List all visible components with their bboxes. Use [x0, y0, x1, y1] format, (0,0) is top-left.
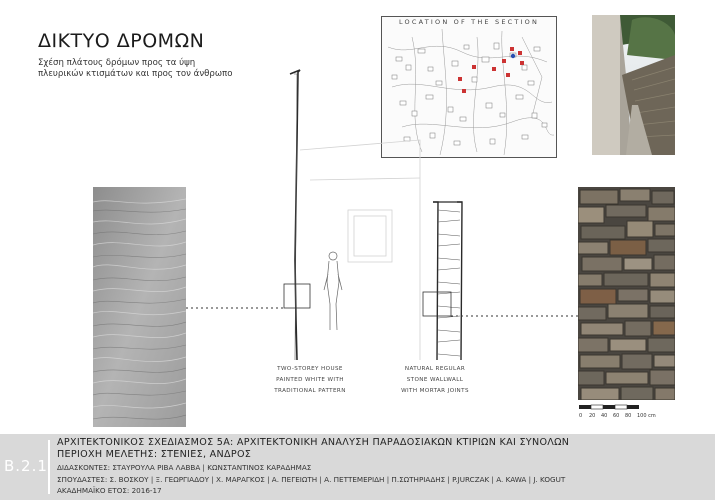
scale-tick: 80 [625, 413, 632, 419]
caption-line: NATURAL REGULAR [404, 366, 466, 372]
academic-year: ΑΚΑΔΗΜΑΪΚΟ ΕΤΟΣ: 2016-17 [57, 486, 162, 495]
scale-tick: 100 cm [637, 413, 656, 419]
students: ΣΠΟΥΔΑΣΤΕΣ: Σ. ΒΟΣΚΟΥ | Ξ. ΓΕΩΡΓΙΑΔΟΥ | Χ. ΜΑΡΑΓΚΟΣ | Α. ΠΕΓΕΙΩΤΗ | Α. ΠΕΤΤΕΜΕΡΙΔΗ | Π.ΣΩΤΗΡΙΑΔΗΣ | P.JURCZAK | A. KAWA | J. KOGUT [57, 475, 566, 484]
study-area: ΠΕΡΙΟΧΗ ΜΕΛΕΤΗΣ: ΣΤΕΝΙΕΣ, ΑΝΔΡΟΣ [57, 449, 252, 460]
subtitle-line: πλευρικών κτισμάτων και προς τον άνθρωπο [38, 69, 233, 79]
teachers: ΔΙΔΑΣΚΟΝΤΕΣ: ΣΤΑΥΡΟΥΛΑ ΡΙΒΑ ΛΑΒΒΑ | ΚΩΝΣΤΑΝΤΙΝΟΣ ΚΑΡΑΔΗΜΑΣ [57, 463, 312, 472]
scale-tick: 40 [601, 413, 608, 419]
scale-tick: 60 [613, 413, 620, 419]
course-title: ΑΡΧΙΤΕΚΤΟΝΙΚΟΣ ΣΧΕΔΙΑΣΜΟΣ 5Α: ΑΡΧΙΤΕΚΤΟΝΙΚΗ ΑΝΑΛΥΣΗ ΠΑΡΑΔΟΣΙΑΚΩΝ ΚΤΙΡΙΩΝ ΚΑΙ ΣΥΝΟΛΩΝ [57, 437, 570, 448]
caption-line: WITH MORTAR JOINTS [401, 388, 469, 394]
page-title: ΔΙΚΤΥΟ ΔΡΟΜΩΝ [38, 30, 205, 52]
map-label: LOCATION OF THE SECTION [398, 18, 540, 26]
caption-line: TWO-STOREY HOUSE [277, 366, 343, 372]
scale-tick: 20 [589, 413, 596, 419]
scale-tick: 0 [579, 413, 583, 419]
scale-bar [578, 403, 688, 423]
footer-divider [48, 440, 50, 494]
subtitle-line: Σχέση πλάτους δρόμων προς τα ύψη [38, 58, 196, 68]
sheet-code: B.2.1 [4, 457, 48, 475]
caption-wall [390, 364, 480, 397]
caption-line: STONE WALLWALL [406, 377, 464, 383]
caption-house [270, 364, 350, 397]
caption-line: PAINTED WHITE WITH [276, 377, 344, 383]
caption-line: TRADITIONAL PATTERN [274, 388, 346, 394]
